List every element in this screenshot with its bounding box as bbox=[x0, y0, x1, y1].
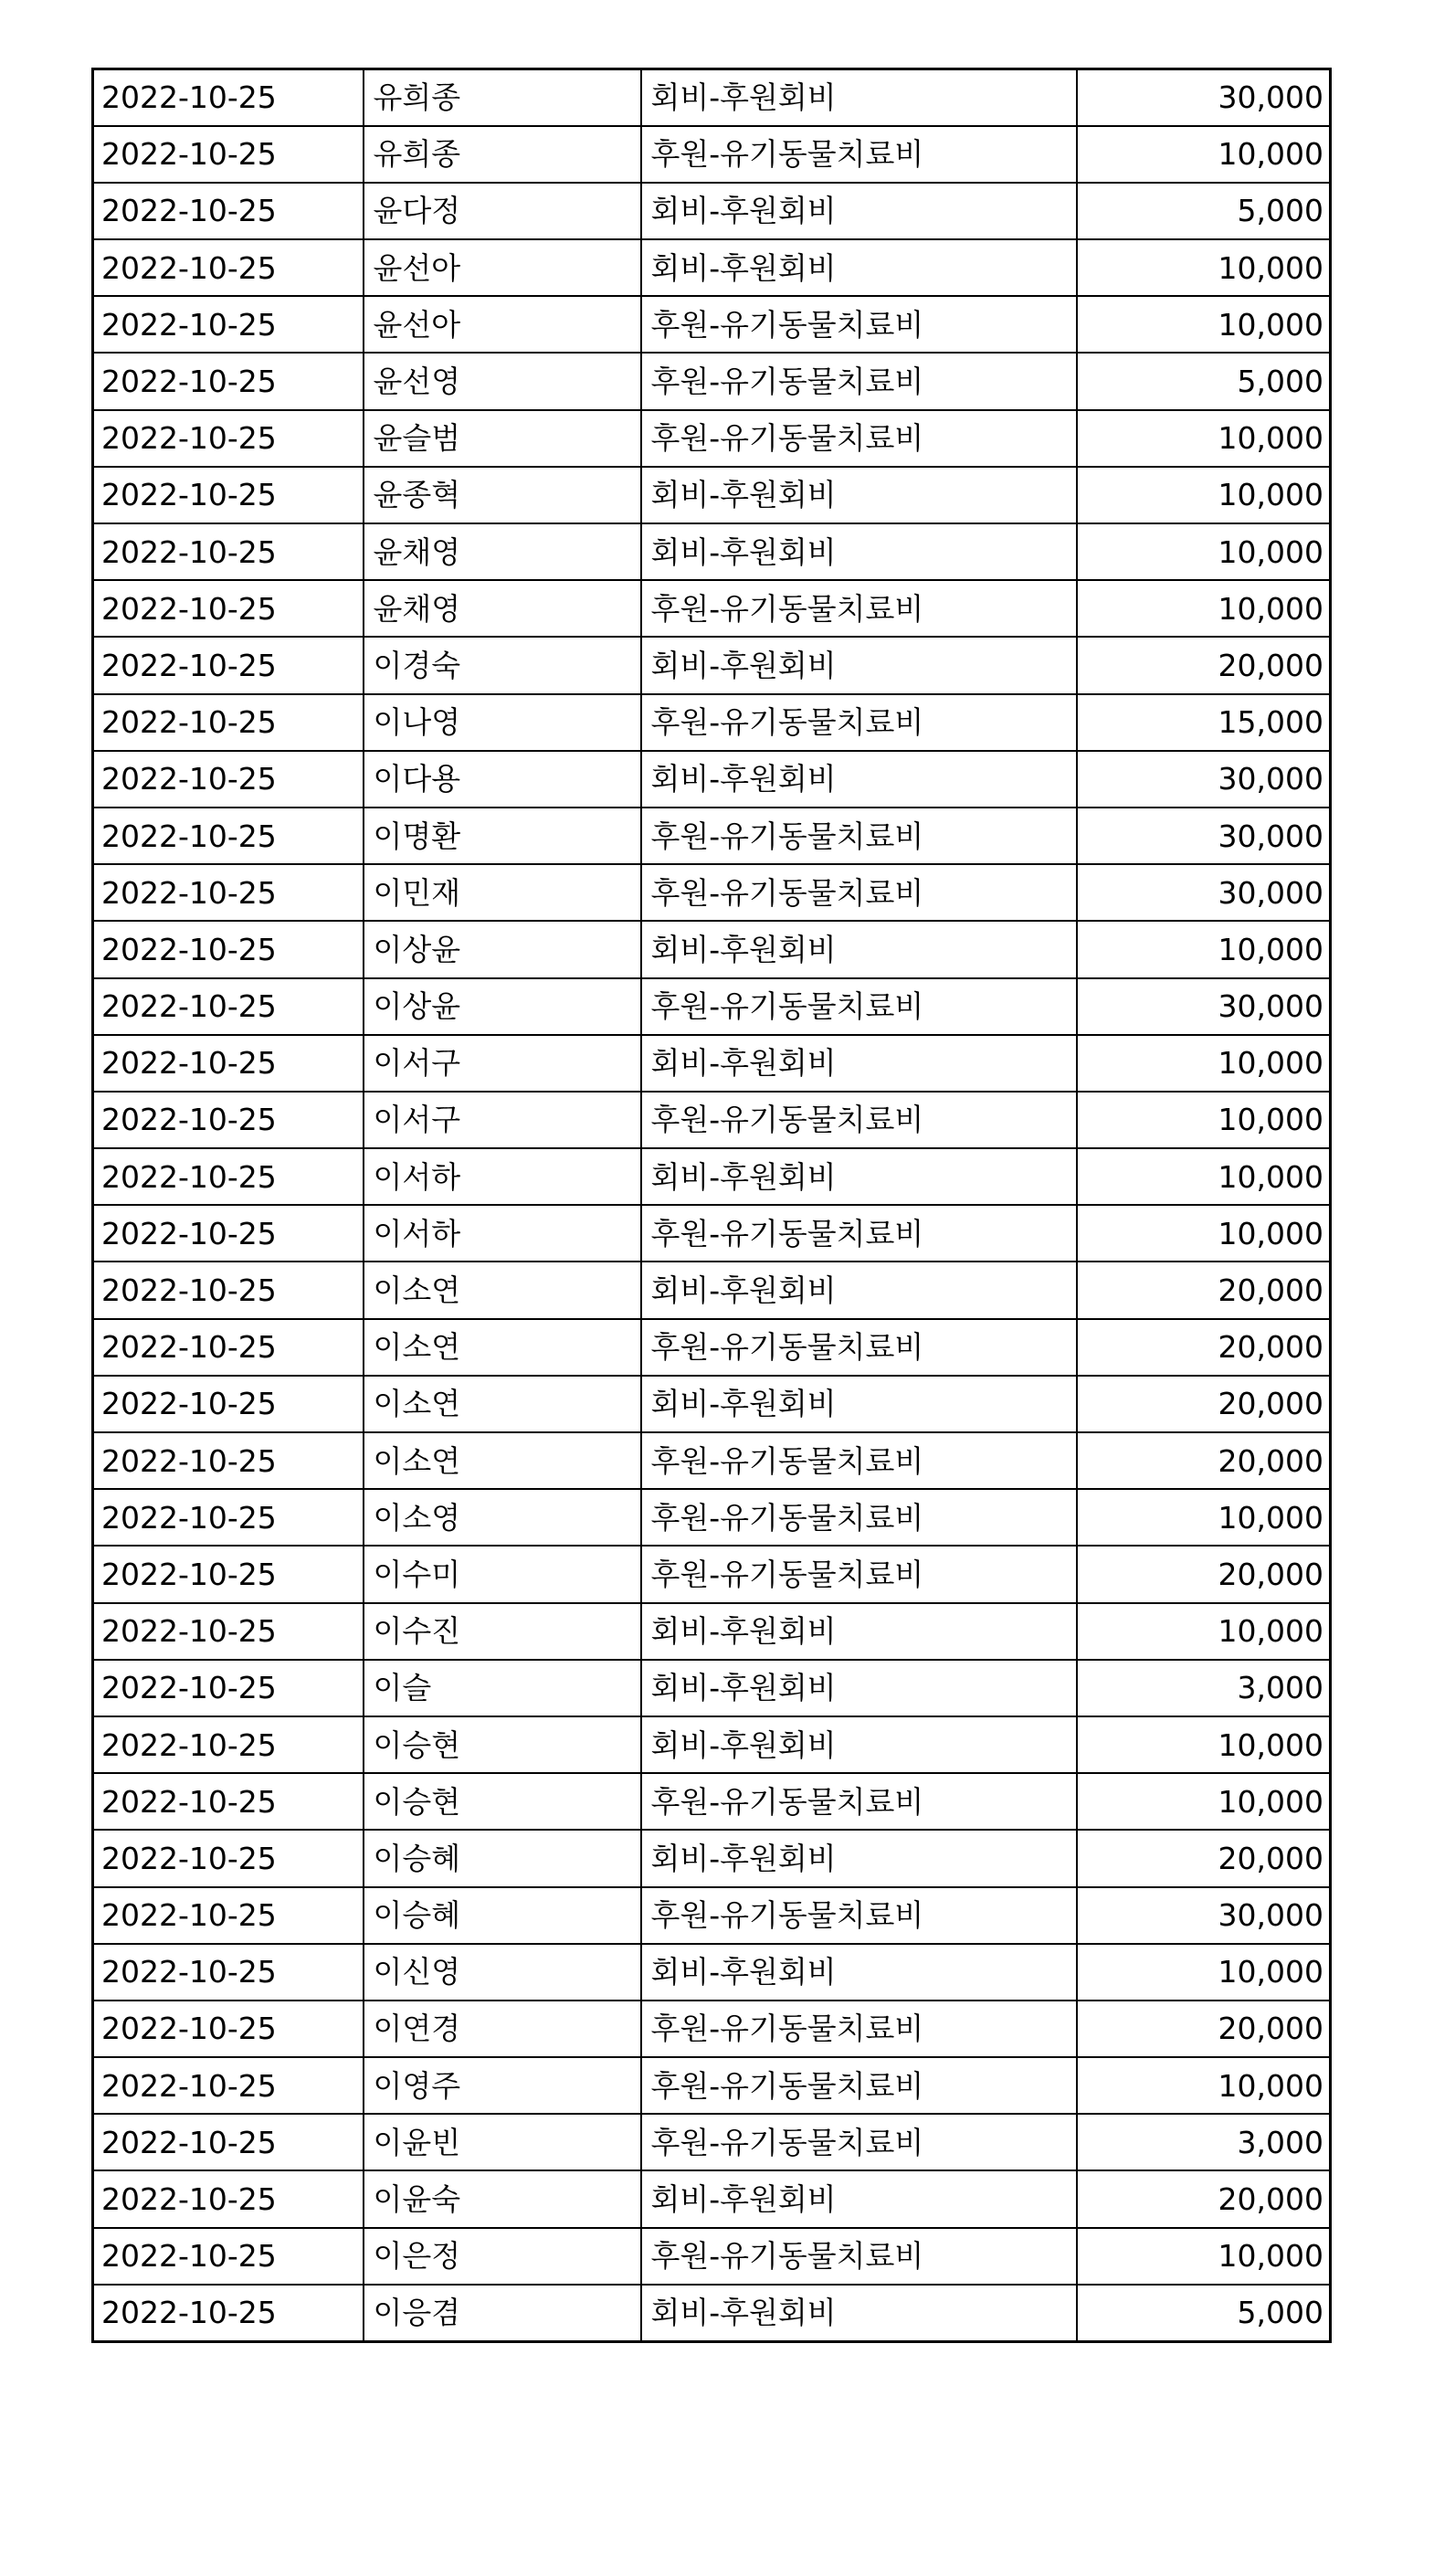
date-cell: 2022-10-25 bbox=[93, 1262, 364, 1318]
table-row bbox=[93, 637, 1331, 693]
table-row bbox=[93, 353, 1331, 409]
table-row bbox=[93, 978, 1331, 1035]
amount-cell: 10,000 bbox=[1077, 1603, 1331, 1660]
amount-cell: 10,000 bbox=[1077, 523, 1331, 580]
date-cell: 2022-10-25 bbox=[93, 69, 364, 126]
donor-name-cell: 이신영 bbox=[364, 1944, 641, 2001]
category-cell: 회비-후원회비 bbox=[641, 921, 1077, 977]
amount-cell: 20,000 bbox=[1077, 637, 1331, 693]
amount-cell: 10,000 bbox=[1077, 1035, 1331, 1092]
date-cell: 2022-10-25 bbox=[93, 1944, 364, 2001]
table-row bbox=[93, 467, 1331, 523]
table-row bbox=[93, 1489, 1331, 1546]
table-row bbox=[93, 1546, 1331, 1602]
table-row bbox=[93, 410, 1331, 467]
table-row bbox=[93, 1716, 1331, 1773]
amount-cell: 20,000 bbox=[1077, 1546, 1331, 1602]
table-row bbox=[93, 1432, 1331, 1489]
category-cell: 회비-후원회비 bbox=[641, 1262, 1077, 1318]
table-row bbox=[93, 2057, 1331, 2114]
donor-name-cell: 이민재 bbox=[364, 864, 641, 921]
date-cell: 2022-10-25 bbox=[93, 2001, 364, 2057]
donor-name-cell: 윤다정 bbox=[364, 183, 641, 239]
donor-name-cell: 이수미 bbox=[364, 1546, 641, 1602]
donor-name-cell: 이서하 bbox=[364, 1205, 641, 1262]
amount-cell: 30,000 bbox=[1077, 1887, 1331, 1944]
date-cell: 2022-10-25 bbox=[93, 637, 364, 693]
amount-cell: 20,000 bbox=[1077, 1830, 1331, 1886]
category-cell: 회비-후원회비 bbox=[641, 523, 1077, 580]
category-cell: 후원-유기동물치료비 bbox=[641, 1489, 1077, 1546]
table-row bbox=[93, 921, 1331, 977]
amount-cell: 20,000 bbox=[1077, 1262, 1331, 1318]
category-cell: 후원-유기동물치료비 bbox=[641, 410, 1077, 467]
table-row bbox=[93, 1035, 1331, 1092]
donor-name-cell: 윤선아 bbox=[364, 239, 641, 296]
date-cell: 2022-10-25 bbox=[93, 1376, 364, 1432]
category-cell: 회비-후원회비 bbox=[641, 1716, 1077, 1773]
table-row bbox=[93, 523, 1331, 580]
date-cell: 2022-10-25 bbox=[93, 2228, 364, 2285]
amount-cell: 30,000 bbox=[1077, 69, 1331, 126]
amount-cell: 20,000 bbox=[1077, 2170, 1331, 2227]
category-cell: 후원-유기동물치료비 bbox=[641, 296, 1077, 353]
donor-name-cell: 윤슬범 bbox=[364, 410, 641, 467]
table-row bbox=[93, 2001, 1331, 2057]
category-cell: 후원-유기동물치료비 bbox=[641, 2001, 1077, 2057]
date-cell: 2022-10-25 bbox=[93, 2285, 364, 2341]
table-row bbox=[93, 1887, 1331, 1944]
amount-cell: 10,000 bbox=[1077, 1773, 1331, 1830]
donor-name-cell: 이연경 bbox=[364, 2001, 641, 2057]
date-cell: 2022-10-25 bbox=[93, 467, 364, 523]
table-row bbox=[93, 1773, 1331, 1830]
donor-name-cell: 윤채영 bbox=[364, 523, 641, 580]
category-cell: 회비-후원회비 bbox=[641, 183, 1077, 239]
donor-name-cell: 이슬 bbox=[364, 1660, 641, 1716]
amount-cell: 3,000 bbox=[1077, 1660, 1331, 1716]
amount-cell: 30,000 bbox=[1077, 978, 1331, 1035]
donor-name-cell: 이경숙 bbox=[364, 637, 641, 693]
date-cell: 2022-10-25 bbox=[93, 580, 364, 637]
donor-name-cell: 이수진 bbox=[364, 1603, 641, 1660]
amount-cell: 10,000 bbox=[1077, 410, 1331, 467]
donation-ledger-table bbox=[91, 68, 1332, 2343]
category-cell: 후원-유기동물치료비 bbox=[641, 694, 1077, 751]
donor-name-cell: 이상윤 bbox=[364, 978, 641, 1035]
date-cell: 2022-10-25 bbox=[93, 1716, 364, 1773]
amount-cell: 10,000 bbox=[1077, 1148, 1331, 1205]
category-cell: 후원-유기동물치료비 bbox=[641, 1092, 1077, 1148]
date-cell: 2022-10-25 bbox=[93, 126, 364, 183]
category-cell: 후원-유기동물치료비 bbox=[641, 978, 1077, 1035]
donor-name-cell: 이소연 bbox=[364, 1376, 641, 1432]
table-row bbox=[93, 1092, 1331, 1148]
date-cell: 2022-10-25 bbox=[93, 1489, 364, 1546]
donor-name-cell: 이은정 bbox=[364, 2228, 641, 2285]
amount-cell: 10,000 bbox=[1077, 1092, 1331, 1148]
table-row bbox=[93, 239, 1331, 296]
amount-cell: 20,000 bbox=[1077, 1319, 1331, 1376]
amount-cell: 5,000 bbox=[1077, 183, 1331, 239]
amount-cell: 20,000 bbox=[1077, 1376, 1331, 1432]
donor-name-cell: 윤채영 bbox=[364, 580, 641, 637]
amount-cell: 10,000 bbox=[1077, 2228, 1331, 2285]
amount-cell: 10,000 bbox=[1077, 921, 1331, 977]
amount-cell: 30,000 bbox=[1077, 751, 1331, 808]
amount-cell: 30,000 bbox=[1077, 864, 1331, 921]
table-row bbox=[93, 1376, 1331, 1432]
date-cell: 2022-10-25 bbox=[93, 410, 364, 467]
category-cell: 회비-후원회비 bbox=[641, 1603, 1077, 1660]
category-cell: 후원-유기동물치료비 bbox=[641, 580, 1077, 637]
date-cell: 2022-10-25 bbox=[93, 296, 364, 353]
date-cell: 2022-10-25 bbox=[93, 1092, 364, 1148]
table-row bbox=[93, 751, 1331, 808]
table-row bbox=[93, 69, 1331, 126]
date-cell: 2022-10-25 bbox=[93, 1319, 364, 1376]
date-cell: 2022-10-25 bbox=[93, 1035, 364, 1092]
donor-name-cell: 유희종 bbox=[364, 126, 641, 183]
date-cell: 2022-10-25 bbox=[93, 751, 364, 808]
donor-name-cell: 이나영 bbox=[364, 694, 641, 751]
donor-name-cell: 이영주 bbox=[364, 2057, 641, 2114]
date-cell: 2022-10-25 bbox=[93, 921, 364, 977]
donor-name-cell: 이명환 bbox=[364, 808, 641, 864]
table-row bbox=[93, 580, 1331, 637]
amount-cell: 10,000 bbox=[1077, 296, 1331, 353]
category-cell: 후원-유기동물치료비 bbox=[641, 1887, 1077, 1944]
amount-cell: 30,000 bbox=[1077, 808, 1331, 864]
amount-cell: 5,000 bbox=[1077, 2285, 1331, 2341]
donor-name-cell: 윤종혁 bbox=[364, 467, 641, 523]
category-cell: 후원-유기동물치료비 bbox=[641, 1773, 1077, 1830]
donor-name-cell: 이응겸 bbox=[364, 2285, 641, 2341]
date-cell: 2022-10-25 bbox=[93, 1432, 364, 1489]
table-row bbox=[93, 2114, 1331, 2170]
table-row bbox=[93, 1830, 1331, 1886]
amount-cell: 10,000 bbox=[1077, 580, 1331, 637]
category-cell: 회비-후원회비 bbox=[641, 1944, 1077, 2001]
category-cell: 회비-후원회비 bbox=[641, 239, 1077, 296]
date-cell: 2022-10-25 bbox=[93, 353, 364, 409]
amount-cell: 10,000 bbox=[1077, 1944, 1331, 2001]
date-cell: 2022-10-25 bbox=[93, 1830, 364, 1886]
category-cell: 회비-후원회비 bbox=[641, 2285, 1077, 2341]
amount-cell: 20,000 bbox=[1077, 1432, 1331, 1489]
amount-cell: 10,000 bbox=[1077, 239, 1331, 296]
amount-cell: 10,000 bbox=[1077, 1489, 1331, 1546]
category-cell: 회비-후원회비 bbox=[641, 467, 1077, 523]
category-cell: 회비-후원회비 bbox=[641, 751, 1077, 808]
category-cell: 후원-유기동물치료비 bbox=[641, 353, 1077, 409]
category-cell: 회비-후원회비 bbox=[641, 1035, 1077, 1092]
date-cell: 2022-10-25 bbox=[93, 2114, 364, 2170]
date-cell: 2022-10-25 bbox=[93, 183, 364, 239]
date-cell: 2022-10-25 bbox=[93, 1205, 364, 1262]
table-row bbox=[93, 1205, 1331, 1262]
table-row bbox=[93, 126, 1331, 183]
donor-name-cell: 이윤숙 bbox=[364, 2170, 641, 2227]
table-row bbox=[93, 2228, 1331, 2285]
category-cell: 회비-후원회비 bbox=[641, 2170, 1077, 2227]
date-cell: 2022-10-25 bbox=[93, 808, 364, 864]
category-cell: 회비-후원회비 bbox=[641, 1376, 1077, 1432]
category-cell: 후원-유기동물치료비 bbox=[641, 1205, 1077, 1262]
date-cell: 2022-10-25 bbox=[93, 1660, 364, 1716]
category-cell: 회비-후원회비 bbox=[641, 1660, 1077, 1716]
category-cell: 후원-유기동물치료비 bbox=[641, 2057, 1077, 2114]
donor-name-cell: 이윤빈 bbox=[364, 2114, 641, 2170]
table-row bbox=[93, 1944, 1331, 2001]
donor-name-cell: 윤선아 bbox=[364, 296, 641, 353]
table-row bbox=[93, 808, 1331, 864]
amount-cell: 10,000 bbox=[1077, 467, 1331, 523]
date-cell: 2022-10-25 bbox=[93, 1603, 364, 1660]
table-row bbox=[93, 1262, 1331, 1318]
amount-cell: 20,000 bbox=[1077, 2001, 1331, 2057]
date-cell: 2022-10-25 bbox=[93, 2057, 364, 2114]
donor-name-cell: 이다용 bbox=[364, 751, 641, 808]
category-cell: 회비-후원회비 bbox=[641, 637, 1077, 693]
donor-name-cell: 이소연 bbox=[364, 1262, 641, 1318]
table-row bbox=[93, 694, 1331, 751]
category-cell: 회비-후원회비 bbox=[641, 1148, 1077, 1205]
amount-cell: 5,000 bbox=[1077, 353, 1331, 409]
category-cell: 후원-유기동물치료비 bbox=[641, 864, 1077, 921]
amount-cell: 10,000 bbox=[1077, 2057, 1331, 2114]
date-cell: 2022-10-25 bbox=[93, 864, 364, 921]
ledger-body bbox=[93, 69, 1331, 2342]
donor-name-cell: 이승혜 bbox=[364, 1830, 641, 1886]
donor-name-cell: 이소연 bbox=[364, 1319, 641, 1376]
donor-name-cell: 이서하 bbox=[364, 1148, 641, 1205]
amount-cell: 10,000 bbox=[1077, 126, 1331, 183]
date-cell: 2022-10-25 bbox=[93, 2170, 364, 2227]
category-cell: 후원-유기동물치료비 bbox=[641, 2228, 1077, 2285]
table-row bbox=[93, 864, 1331, 921]
table-row bbox=[93, 183, 1331, 239]
donor-name-cell: 이상윤 bbox=[364, 921, 641, 977]
donor-name-cell: 이승현 bbox=[364, 1773, 641, 1830]
table-row bbox=[93, 1319, 1331, 1376]
table-row bbox=[93, 1148, 1331, 1205]
category-cell: 후원-유기동물치료비 bbox=[641, 2114, 1077, 2170]
table-row bbox=[93, 1660, 1331, 1716]
donor-name-cell: 이승현 bbox=[364, 1716, 641, 1773]
date-cell: 2022-10-25 bbox=[93, 523, 364, 580]
table-row bbox=[93, 296, 1331, 353]
category-cell: 후원-유기동물치료비 bbox=[641, 1546, 1077, 1602]
amount-cell: 10,000 bbox=[1077, 1716, 1331, 1773]
amount-cell: 10,000 bbox=[1077, 1205, 1331, 1262]
amount-cell: 15,000 bbox=[1077, 694, 1331, 751]
donor-name-cell: 유희종 bbox=[364, 69, 641, 126]
date-cell: 2022-10-25 bbox=[93, 1148, 364, 1205]
date-cell: 2022-10-25 bbox=[93, 978, 364, 1035]
table-row bbox=[93, 2285, 1331, 2341]
donor-name-cell: 윤선영 bbox=[364, 353, 641, 409]
table-row bbox=[93, 2170, 1331, 2227]
category-cell: 회비-후원회비 bbox=[641, 69, 1077, 126]
donor-name-cell: 이소연 bbox=[364, 1432, 641, 1489]
donor-name-cell: 이승혜 bbox=[364, 1887, 641, 1944]
table-row bbox=[93, 1603, 1331, 1660]
category-cell: 후원-유기동물치료비 bbox=[641, 1319, 1077, 1376]
donor-name-cell: 이서구 bbox=[364, 1092, 641, 1148]
date-cell: 2022-10-25 bbox=[93, 1887, 364, 1944]
date-cell: 2022-10-25 bbox=[93, 1546, 364, 1602]
date-cell: 2022-10-25 bbox=[93, 239, 364, 296]
amount-cell: 3,000 bbox=[1077, 2114, 1331, 2170]
date-cell: 2022-10-25 bbox=[93, 694, 364, 751]
category-cell: 후원-유기동물치료비 bbox=[641, 1432, 1077, 1489]
date-cell: 2022-10-25 bbox=[93, 1773, 364, 1830]
donor-name-cell: 이소영 bbox=[364, 1489, 641, 1546]
category-cell: 후원-유기동물치료비 bbox=[641, 126, 1077, 183]
category-cell: 회비-후원회비 bbox=[641, 1830, 1077, 1886]
donor-name-cell: 이서구 bbox=[364, 1035, 641, 1092]
category-cell: 후원-유기동물치료비 bbox=[641, 808, 1077, 864]
